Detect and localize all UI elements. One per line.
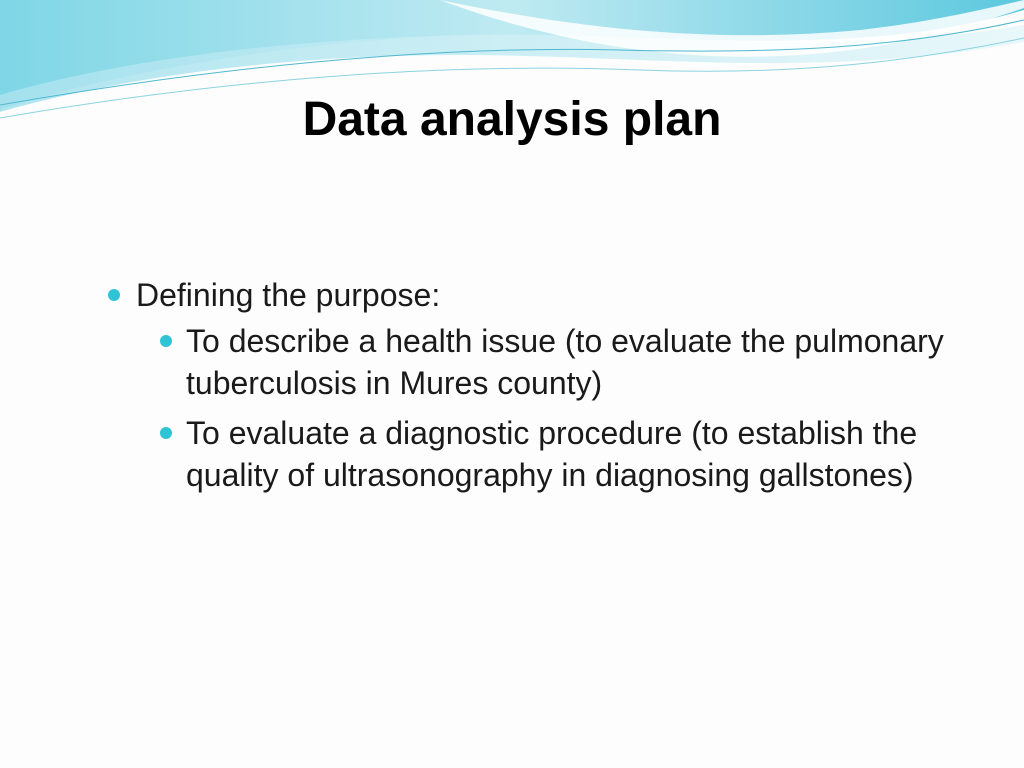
- bullet-list: [100, 274, 960, 504]
- bullet-dot-icon: [160, 427, 172, 439]
- sub-bullet-item-health-issue: [100, 320, 960, 404]
- bullet-dot-icon: [108, 289, 120, 301]
- bullet-text: To evaluate a diagnostic procedure (to establish the quality of ultrasonography in diagnosing gallstones): [186, 415, 918, 493]
- bullet-item-purpose: [100, 274, 960, 316]
- sub-bullet-item-diagnostic-procedure: [100, 412, 960, 496]
- bullet-text: To describe a health issue (to evaluate the pulmonary tuberculosis in Mures county): [186, 323, 944, 401]
- slide-title: Data analysis plan: [302, 93, 722, 146]
- bullet-dot-icon: [160, 335, 172, 347]
- bullet-text: Defining the purpose:: [136, 277, 441, 313]
